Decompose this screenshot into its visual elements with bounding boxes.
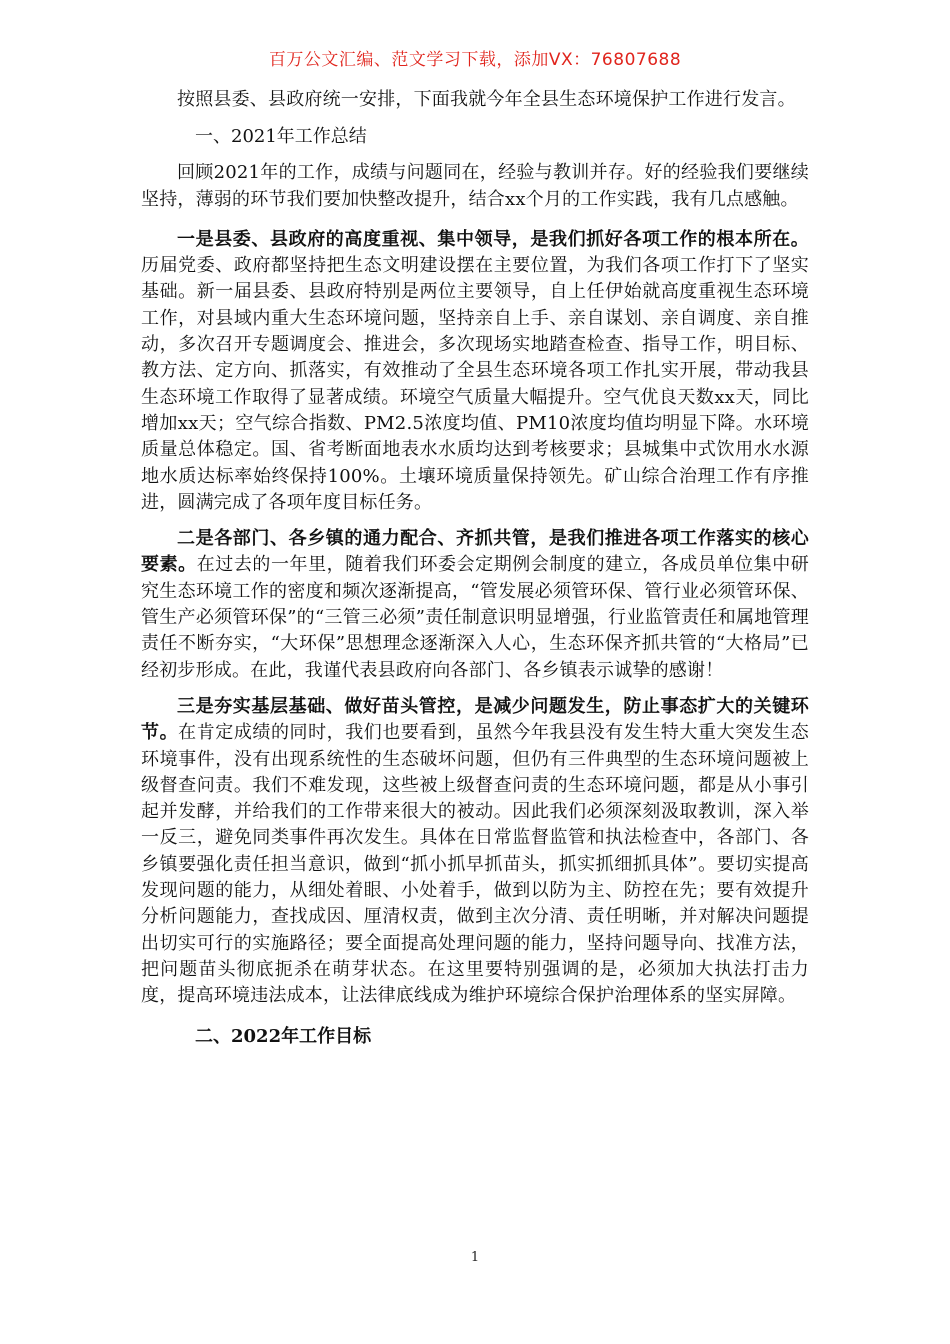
point-1-text: 历届党委、政府都坚持把生态文明建设摆在主要位置，为我们各项工作打下了坚实基础。新一届县委、县政府特别是两位主要领导，自上任伊始就高度重视生态环境工作，对县域内重大生态环境问题，坚持亲自上手、亲自谋划、亲自调度、亲自推动，多次召开专题调度会、推进会，多次现场实地踏查检查、指导工作，明目标、教方法、定方向、抓落实，有效推动了全县生态环境各项工作扎实开展，带动我县生态环境工作取得了显著成绩。环境空气质量大幅提升。空气优良天数xx天，同比增加xx天；空气综合指数、PM2.5浓度均值、PM10浓度均值均明显下降。水环境质量总体稳定。国、省考断面地表水水质均达到考核要求；县城集中式饮用水水源地水质达标率始终保持100%。土壤环境质量保持领先。矿山综合治理工作有序推进，圆满完成了各项年度目标任务。 [141, 255, 809, 513]
point-1-paragraph [141, 227, 809, 516]
point-2-lead: 二是各部门、各乡镇的通力配合、齐抓共管，是我们推进各项工作落实的核心要素。 [141, 528, 809, 576]
point-3-text: 在肯定成绩的同时，我们也要看到，虽然今年我县没有发生特大重大突发生态环境事件，没有出现系统性的生态破坏问题，但仍有三件典型的生态环境问题被上级督查问责。我们不难发现，这些被上级督查问责的生态环境问题，都是从小事引起并发酵，并给我们的工作带来很大的被动。因此我们必须深刻汲取教训，深入举一反三，避免同类事件再次发生。具体在日常监督监管和执法检查中，各部门、各乡镇要强化责任担当意识，做到“抓小抓早抓苗头，抓实抓细抓具体”。要切实提高发现问题的能力，从细处着眼、小处着手，做到以防为主、防控在先；要有效提升分析问题能力，查找成因、厘清权责，做到主次分清、责任明晰，并对解决问题提出切实可行的实施路径；要全面提高处理问题的能力，坚持问题导向、找准方法，把问题苗头彻底扼杀在萌芽状态。在这里要特别强调的是，必须加大执法打击力度，提高环境违法成本，让法律底线成为维护环境综合保护治理体系的坚实屏障。 [141, 722, 810, 1007]
intro-paragraph: 按照县委、县政府统一安排，下面我就今年全县生态环境保护工作进行发言。 [177, 89, 796, 110]
point-3-lead: 三是夯实基层基础、做好苗头管控，是减少问题发生，防止事态扩大的关键环节。 [141, 695, 809, 744]
point-1-lead: 一是县委、县政府的高度重视、集中领导，是我们抓好各项工作的根本所在。 [177, 228, 809, 250]
point-2-paragraph [141, 526, 809, 684]
header-banner: 百万公文汇编、范文学习下载，添加VX：76807688 [268, 50, 682, 70]
point-3-paragraph [141, 694, 809, 1010]
section-2-title: 二、2022年工作目标 [195, 1025, 372, 1047]
point-2-text: 在过去的一年里，随着我们环委会定期例会制度的建立，各成员单位集中研究生态环境工作的密度和频次逐渐提高，“管发展必须管环保、管行业必须管环保、管生产必须管环保”的“三管三必须”责任制意识明显增强，行业监管责任和属地管理责任不断夯实，“大环保”思想理念逐渐深入人心，生态环保齐抓共管的“大格局”已经初步形成。在此，我谨代表县政府向各部门、各乡镇表示诚挚的感谢！ [141, 554, 809, 681]
section-1-title: 一、2021年工作总结 [195, 126, 367, 148]
document-body [141, 87, 809, 1050]
section-1-intro-paragraph: 回顾2021年的工作，成绩与问题同在，经验与教训并存。好的经验我们要继续坚持，薄弱的环节我们要加快整改提升，结合xx个月的工作实践，我有几点感触。 [141, 162, 809, 210]
page-number: 1 [470, 1250, 480, 1265]
